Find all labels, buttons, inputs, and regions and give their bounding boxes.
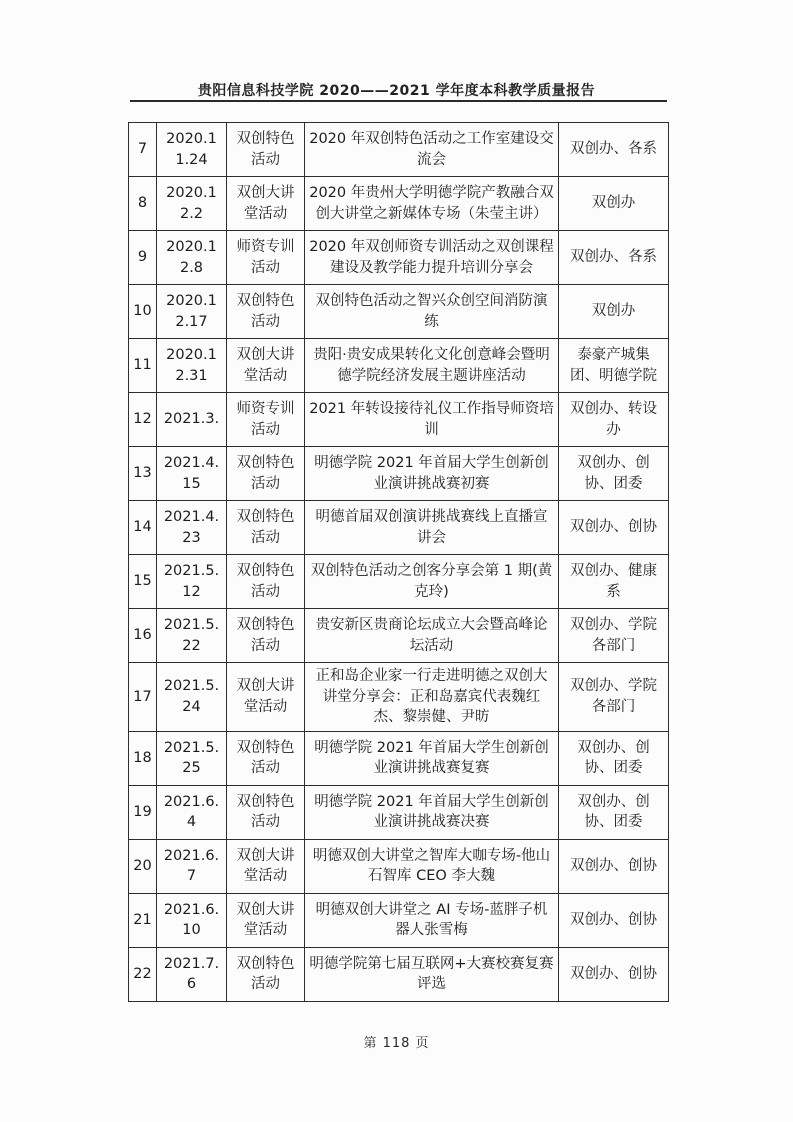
table-row [129, 501, 669, 555]
cell-row-number: 12 [129, 393, 157, 447]
cell-activity-type: 双创特色活动 [227, 501, 305, 555]
cell-organizer: 双创办、创协、团委 [559, 731, 669, 785]
cell-row-number: 18 [129, 731, 157, 785]
table-row [129, 231, 669, 285]
table-row [129, 785, 669, 839]
cell-activity-type: 双创特色活动 [227, 285, 305, 339]
cell-row-number: 16 [129, 609, 157, 663]
cell-activity-date: 2021.5.24 [157, 663, 227, 732]
cell-activity-name: 双创特色活动之智兴众创空间消防演练 [305, 285, 559, 339]
cell-organizer: 双创办、健康系 [559, 555, 669, 609]
cell-activity-type: 双创大讲堂活动 [227, 893, 305, 947]
cell-activity-name: 明德双创大讲堂之 AI 专场-蓝胖子机器人张雪梅 [305, 893, 559, 947]
cell-activity-date: 2020.12.2 [157, 177, 227, 231]
table-row [129, 663, 669, 732]
cell-activity-type: 双创大讲堂活动 [227, 663, 305, 732]
cell-activity-date: 2021.5.25 [157, 731, 227, 785]
cell-activity-date: 2020.12.31 [157, 339, 227, 393]
cell-organizer: 双创办 [559, 177, 669, 231]
cell-organizer: 双创办、创协 [559, 893, 669, 947]
table-row [129, 893, 669, 947]
cell-organizer: 双创办、创协 [559, 947, 669, 1001]
cell-activity-name: 明德双创大讲堂之智库大咖专场-他山石智库 CEO 李大魏 [305, 839, 559, 893]
cell-activity-type: 双创特色活动 [227, 555, 305, 609]
cell-activity-date: 2021.5.22 [157, 609, 227, 663]
cell-organizer: 双创办、学院各部门 [559, 663, 669, 732]
cell-activity-type: 双创大讲堂活动 [227, 839, 305, 893]
cell-activity-name: 2020 年双创师资专训活动之双创课程建设及教学能力提升培训分享会 [305, 231, 559, 285]
cell-organizer: 双创办、创协 [559, 839, 669, 893]
cell-activity-date: 2020.12.8 [157, 231, 227, 285]
table-row [129, 123, 669, 177]
cell-organizer: 双创办、创协 [559, 501, 669, 555]
cell-organizer: 双创办、学院各部门 [559, 609, 669, 663]
table-row [129, 339, 669, 393]
cell-row-number: 9 [129, 231, 157, 285]
cell-activity-name: 明德学院 2021 年首届大学生创新创业演讲挑战赛初赛 [305, 447, 559, 501]
cell-activity-date: 2021.6.7 [157, 839, 227, 893]
cell-row-number: 20 [129, 839, 157, 893]
cell-activity-date: 2020.12.17 [157, 285, 227, 339]
table-row [129, 555, 669, 609]
table-row [129, 609, 669, 663]
cell-row-number: 10 [129, 285, 157, 339]
cell-activity-name: 明德学院 2021 年首届大学生创新创业演讲挑战赛复赛 [305, 731, 559, 785]
cell-organizer: 双创办、创协、团委 [559, 785, 669, 839]
table-row [129, 177, 669, 231]
cell-row-number: 11 [129, 339, 157, 393]
cell-row-number: 21 [129, 893, 157, 947]
cell-organizer: 双创办 [559, 285, 669, 339]
cell-organizer: 双创办、各系 [559, 123, 669, 177]
cell-activity-date: 2021.3. [157, 393, 227, 447]
cell-activity-date: 2021.5.12 [157, 555, 227, 609]
cell-activity-type: 师资专训活动 [227, 231, 305, 285]
cell-row-number: 15 [129, 555, 157, 609]
cell-activity-type: 双创大讲堂活动 [227, 339, 305, 393]
cell-activity-name: 双创特色活动之创客分享会第 1 期(黄克玲) [305, 555, 559, 609]
cell-row-number: 19 [129, 785, 157, 839]
cell-row-number: 8 [129, 177, 157, 231]
cell-activity-type: 双创特色活动 [227, 731, 305, 785]
page-header-title: 贵阳信息科技学院 2020——2021 学年度本科教学质量报告 [197, 83, 596, 99]
cell-organizer: 双创办、创协、团委 [559, 447, 669, 501]
table-row [129, 393, 669, 447]
cell-activity-name: 明德学院 2021 年首届大学生创新创业演讲挑战赛决赛 [305, 785, 559, 839]
cell-activity-type: 双创特色活动 [227, 123, 305, 177]
table-row [129, 839, 669, 893]
cell-activity-name: 明德首届双创演讲挑战赛线上直播宣讲会 [305, 501, 559, 555]
cell-activity-type: 双创大讲堂活动 [227, 177, 305, 231]
cell-activity-name: 正和岛企业家一行走进明德之双创大讲堂分享会：正和岛嘉宾代表魏红杰、黎崇健、尹昉 [305, 663, 559, 732]
cell-row-number: 13 [129, 447, 157, 501]
table-row [129, 285, 669, 339]
cell-organizer: 双创办、转设办 [559, 393, 669, 447]
cell-row-number: 14 [129, 501, 157, 555]
cell-activity-type: 双创特色活动 [227, 947, 305, 1001]
cell-row-number: 17 [129, 663, 157, 732]
cell-row-number: 22 [129, 947, 157, 1001]
page-footer: 第 118 页 [363, 1036, 430, 1051]
cell-activity-type: 双创特色活动 [227, 785, 305, 839]
cell-activity-name: 2020 年贵州大学明德学院产教融合双创大讲堂之新媒体专场（朱莹主讲） [305, 177, 559, 231]
header-rule [130, 100, 667, 102]
cell-activity-date: 2021.7.6 [157, 947, 227, 1001]
cell-organizer: 泰豪产城集团、明德学院 [559, 339, 669, 393]
cell-row-number: 7 [129, 123, 157, 177]
cell-organizer: 双创办、各系 [559, 231, 669, 285]
cell-activity-name: 明德学院第七届互联网+大赛校赛复赛评选 [305, 947, 559, 1001]
cell-activity-date: 2021.4.15 [157, 447, 227, 501]
cell-activity-name: 贵阳·贵安成果转化文化创意峰会暨明德学院经济发展主题讲座活动 [305, 339, 559, 393]
cell-activity-date: 2021.6.10 [157, 893, 227, 947]
cell-activity-type: 师资专训活动 [227, 393, 305, 447]
cell-activity-name: 2021 年转设接待礼仪工作指导师资培训 [305, 393, 559, 447]
table-row [129, 947, 669, 1001]
activity-table-body [129, 123, 669, 1002]
cell-activity-name: 2020 年双创特色活动之工作室建设交流会 [305, 123, 559, 177]
cell-activity-date: 2021.4.23 [157, 501, 227, 555]
cell-activity-type: 双创特色活动 [227, 609, 305, 663]
cell-activity-name: 贵安新区贵商论坛成立大会暨高峰论坛活动 [305, 609, 559, 663]
table-row [129, 447, 669, 501]
table-row [129, 731, 669, 785]
cell-activity-date: 2020.11.24 [157, 123, 227, 177]
activities-table [128, 122, 669, 1002]
cell-activity-type: 双创特色活动 [227, 447, 305, 501]
cell-activity-date: 2021.6.4 [157, 785, 227, 839]
